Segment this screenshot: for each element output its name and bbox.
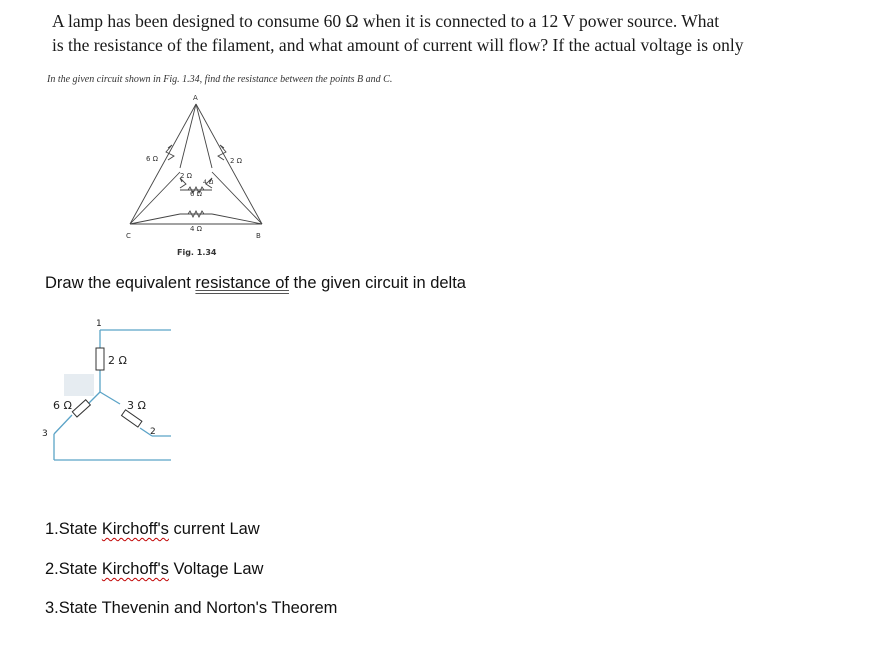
label-4-inner: 4 Ω — [203, 179, 214, 186]
resistor-6-ohm — [72, 400, 90, 417]
wire-a-b — [196, 104, 262, 224]
watermark-logo — [64, 374, 94, 396]
resistor-2-right — [218, 145, 226, 160]
label-2-inner: 2 Ω — [180, 172, 193, 180]
r-left-label: 6 Ω — [53, 399, 72, 412]
problem-line-1: A lamp has been designed to consume 60 Ω when it is connected to a 12 V power source. What — [52, 11, 720, 31]
q2-num: 2.State — [45, 560, 102, 578]
problem-statement — [52, 9, 842, 57]
circuit-figure-1-34 — [120, 90, 280, 260]
delta-circuit-diagram — [36, 312, 186, 462]
q3-text: 3.State Thevenin and Norton's Theorem — [45, 599, 338, 617]
delta-heading — [45, 274, 466, 293]
node-1-label: 1 — [96, 319, 102, 329]
label-2-right: 2 Ω — [230, 157, 243, 165]
q1-rest: current Law — [168, 520, 260, 538]
q2-term: Kirchoff's — [101, 560, 169, 578]
node-3-label: 3 — [42, 429, 48, 439]
resistor-2-ohm — [96, 348, 104, 370]
heading-prefix: Draw the equivalent — [45, 274, 196, 292]
q2-rest: Voltage Law — [168, 560, 264, 578]
wire-a-c — [130, 104, 196, 224]
heading-underlined: resistance of — [195, 274, 289, 292]
node-2-label: 2 — [150, 427, 156, 437]
resistor-6-left — [166, 145, 174, 160]
question-2 — [45, 560, 263, 579]
question-3 — [45, 599, 337, 618]
node-b-label: B — [256, 232, 261, 240]
label-6-middle: 6 Ω — [190, 190, 203, 198]
figure-caption: Fig. 1.34 — [177, 248, 217, 257]
heading-suffix: the given circuit in delta — [288, 274, 466, 292]
q1-term: Kirchoff's — [101, 520, 169, 538]
resistor-3-ohm — [122, 410, 142, 427]
problem-line-2: is the resistance of the filament, and what amount of current will flow? If the actual voltage is only — [52, 35, 744, 55]
question-1 — [45, 520, 260, 539]
r-right-label: 3 Ω — [127, 399, 146, 412]
q1-num: 1.State — [45, 520, 102, 538]
node-a-label: A — [193, 94, 198, 102]
r-top-label: 2 Ω — [108, 354, 127, 367]
node-c-label: C — [126, 232, 131, 240]
label-4-bottom: 4 Ω — [190, 225, 203, 233]
label-6-left: 6 Ω — [146, 155, 159, 163]
figure-question: In the given circuit shown in Fig. 1.34, find the resistance between the points B and C. — [47, 74, 393, 85]
